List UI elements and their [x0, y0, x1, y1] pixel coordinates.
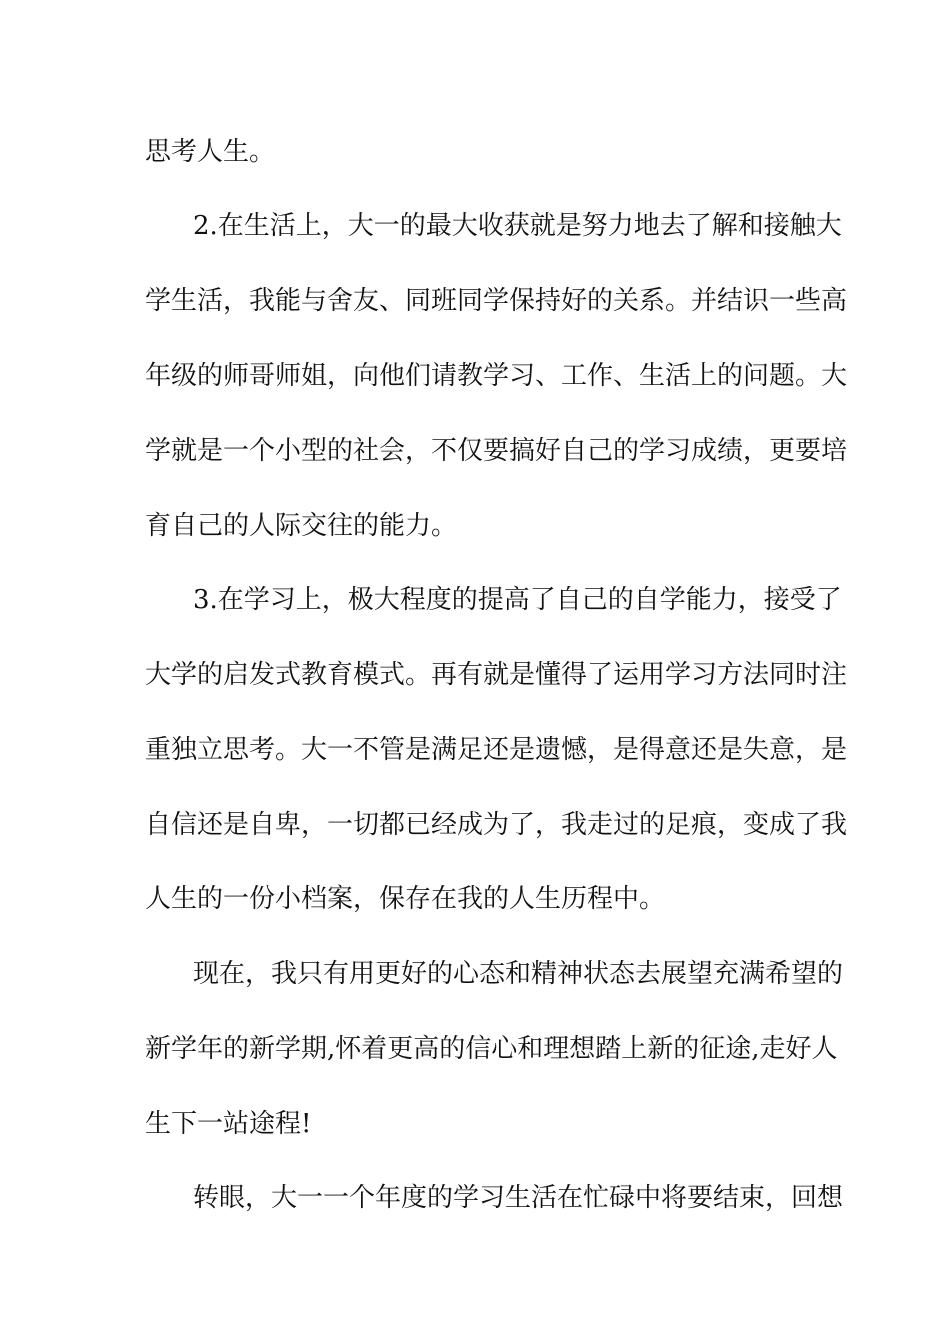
- text-line: 自信还是自卑，一切都已经成为了，我走过的足痕，变成了我: [145, 810, 848, 840]
- text-line: 生下一站途程!: [145, 1109, 312, 1139]
- paragraph-start-line: 3.在学习上，极大程度的提高了自己的自学能力，接受了: [193, 585, 842, 615]
- paragraph-start-line: 转眼，大一一个年度的学习生活在忙碌中将要结束，回想: [193, 1183, 844, 1213]
- text-line: 学生活，我能与舍友、同班同学保持好的关系。并结识一些高: [145, 286, 848, 316]
- text-line: 重独立思考。大一不管是满足还是遗憾，是得意还是失意，是: [145, 735, 848, 765]
- text-line: 学就是一个小型的社会，不仅要搞好自己的学习成绩，更要培: [145, 436, 848, 466]
- text-line: 年级的师哥师姐，向他们请教学习、工作、生活上的问题。大: [145, 361, 848, 391]
- text-line: 新学年的新学期,怀着更高的信心和理想踏上新的征途,走好人: [145, 1034, 838, 1064]
- text-line: 大学的启发式教育模式。再有就是懂得了运用学习方法同时注: [145, 660, 848, 690]
- text-line: 思考人生。: [145, 137, 276, 167]
- paragraph-start-line: 2.在生活上，大一的最大收获就是努力地去了解和接触大: [193, 211, 842, 241]
- text-line: 人生的一份小档案，保存在我的人生历程中。: [145, 884, 666, 914]
- paragraph-start-line: 现在，我只有用更好的心态和精神状态去展望充满希望的: [193, 959, 844, 989]
- text-line: 育自己的人际交往的能力。: [145, 511, 458, 541]
